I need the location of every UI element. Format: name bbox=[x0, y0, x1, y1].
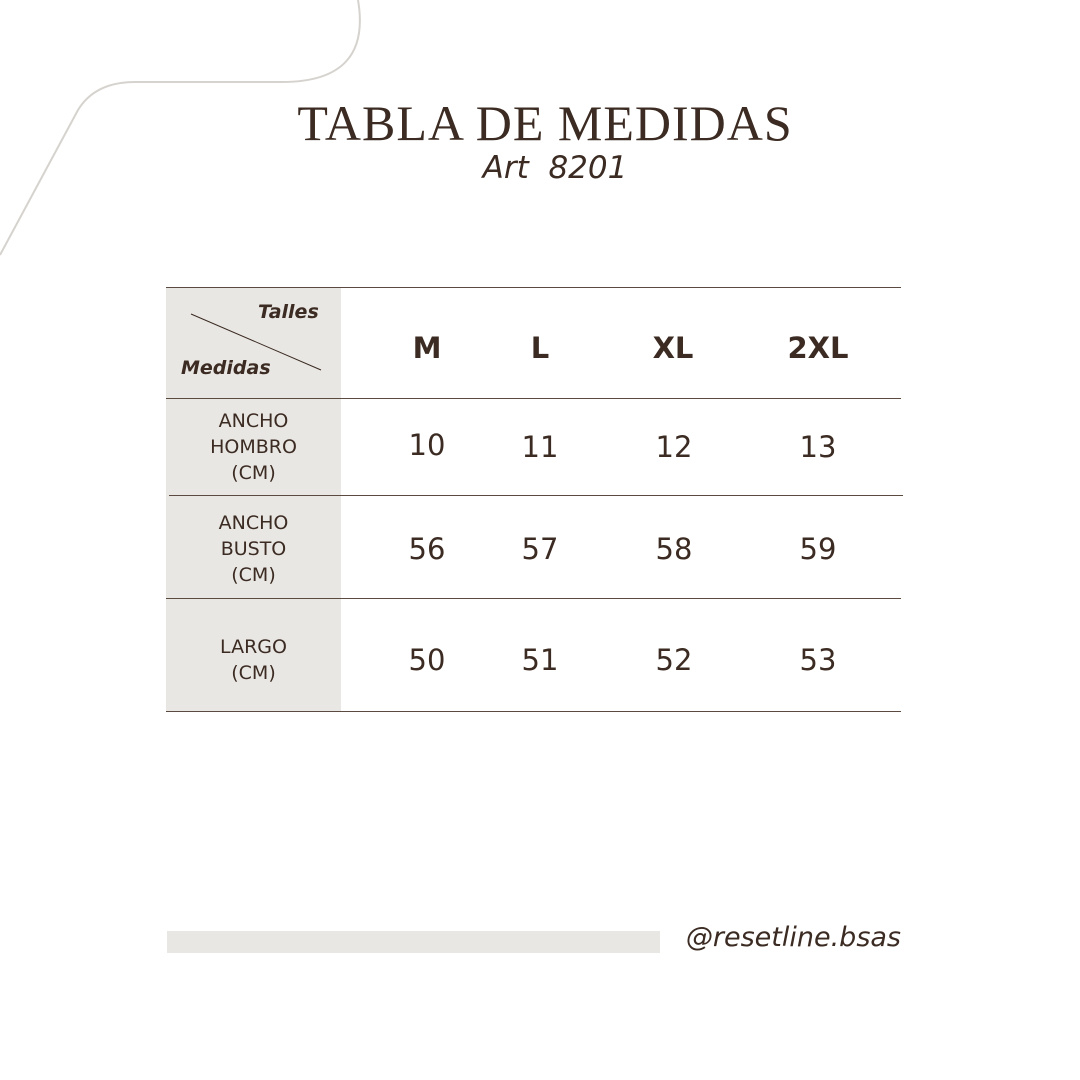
row-divider bbox=[166, 398, 901, 399]
table-cell: 58 bbox=[655, 532, 693, 566]
table-cell: 10 bbox=[408, 428, 446, 462]
table-cell: 52 bbox=[655, 643, 693, 677]
row-label-largo: LARGO (CM) bbox=[220, 636, 287, 684]
size-header-l: L bbox=[530, 331, 550, 365]
size-header-xl: XL bbox=[652, 331, 694, 365]
table-cell: 11 bbox=[521, 430, 559, 464]
size-table bbox=[166, 287, 901, 712]
row-label-ancho-hombro: ANCHO HOMBRO (CM) bbox=[210, 410, 297, 484]
row-divider bbox=[169, 495, 903, 496]
table-cell: 12 bbox=[655, 430, 693, 464]
table-cell: 59 bbox=[799, 532, 837, 566]
row-label-ancho-busto: ANCHO BUSTO (CM) bbox=[218, 512, 289, 586]
table-cell: 13 bbox=[799, 430, 837, 464]
size-header-2xl: 2XL bbox=[787, 331, 849, 365]
table-cell: 56 bbox=[408, 532, 446, 566]
header-talles: Talles bbox=[258, 301, 319, 323]
row-divider bbox=[166, 598, 901, 599]
table-bottom-rule bbox=[166, 711, 901, 712]
table-cell: 50 bbox=[408, 643, 446, 677]
header-medidas: Medidas bbox=[181, 357, 271, 379]
size-header-m: M bbox=[412, 331, 442, 365]
social-handle: @resetline.bsas bbox=[685, 922, 901, 953]
footer-bar bbox=[167, 931, 660, 953]
article-number: Art 8201 bbox=[482, 150, 628, 186]
table-cell: 51 bbox=[521, 643, 559, 677]
table-cell: 57 bbox=[521, 532, 559, 566]
page-title: TABLA DE MEDIDAS bbox=[297, 95, 793, 151]
table-cell: 53 bbox=[799, 643, 837, 677]
